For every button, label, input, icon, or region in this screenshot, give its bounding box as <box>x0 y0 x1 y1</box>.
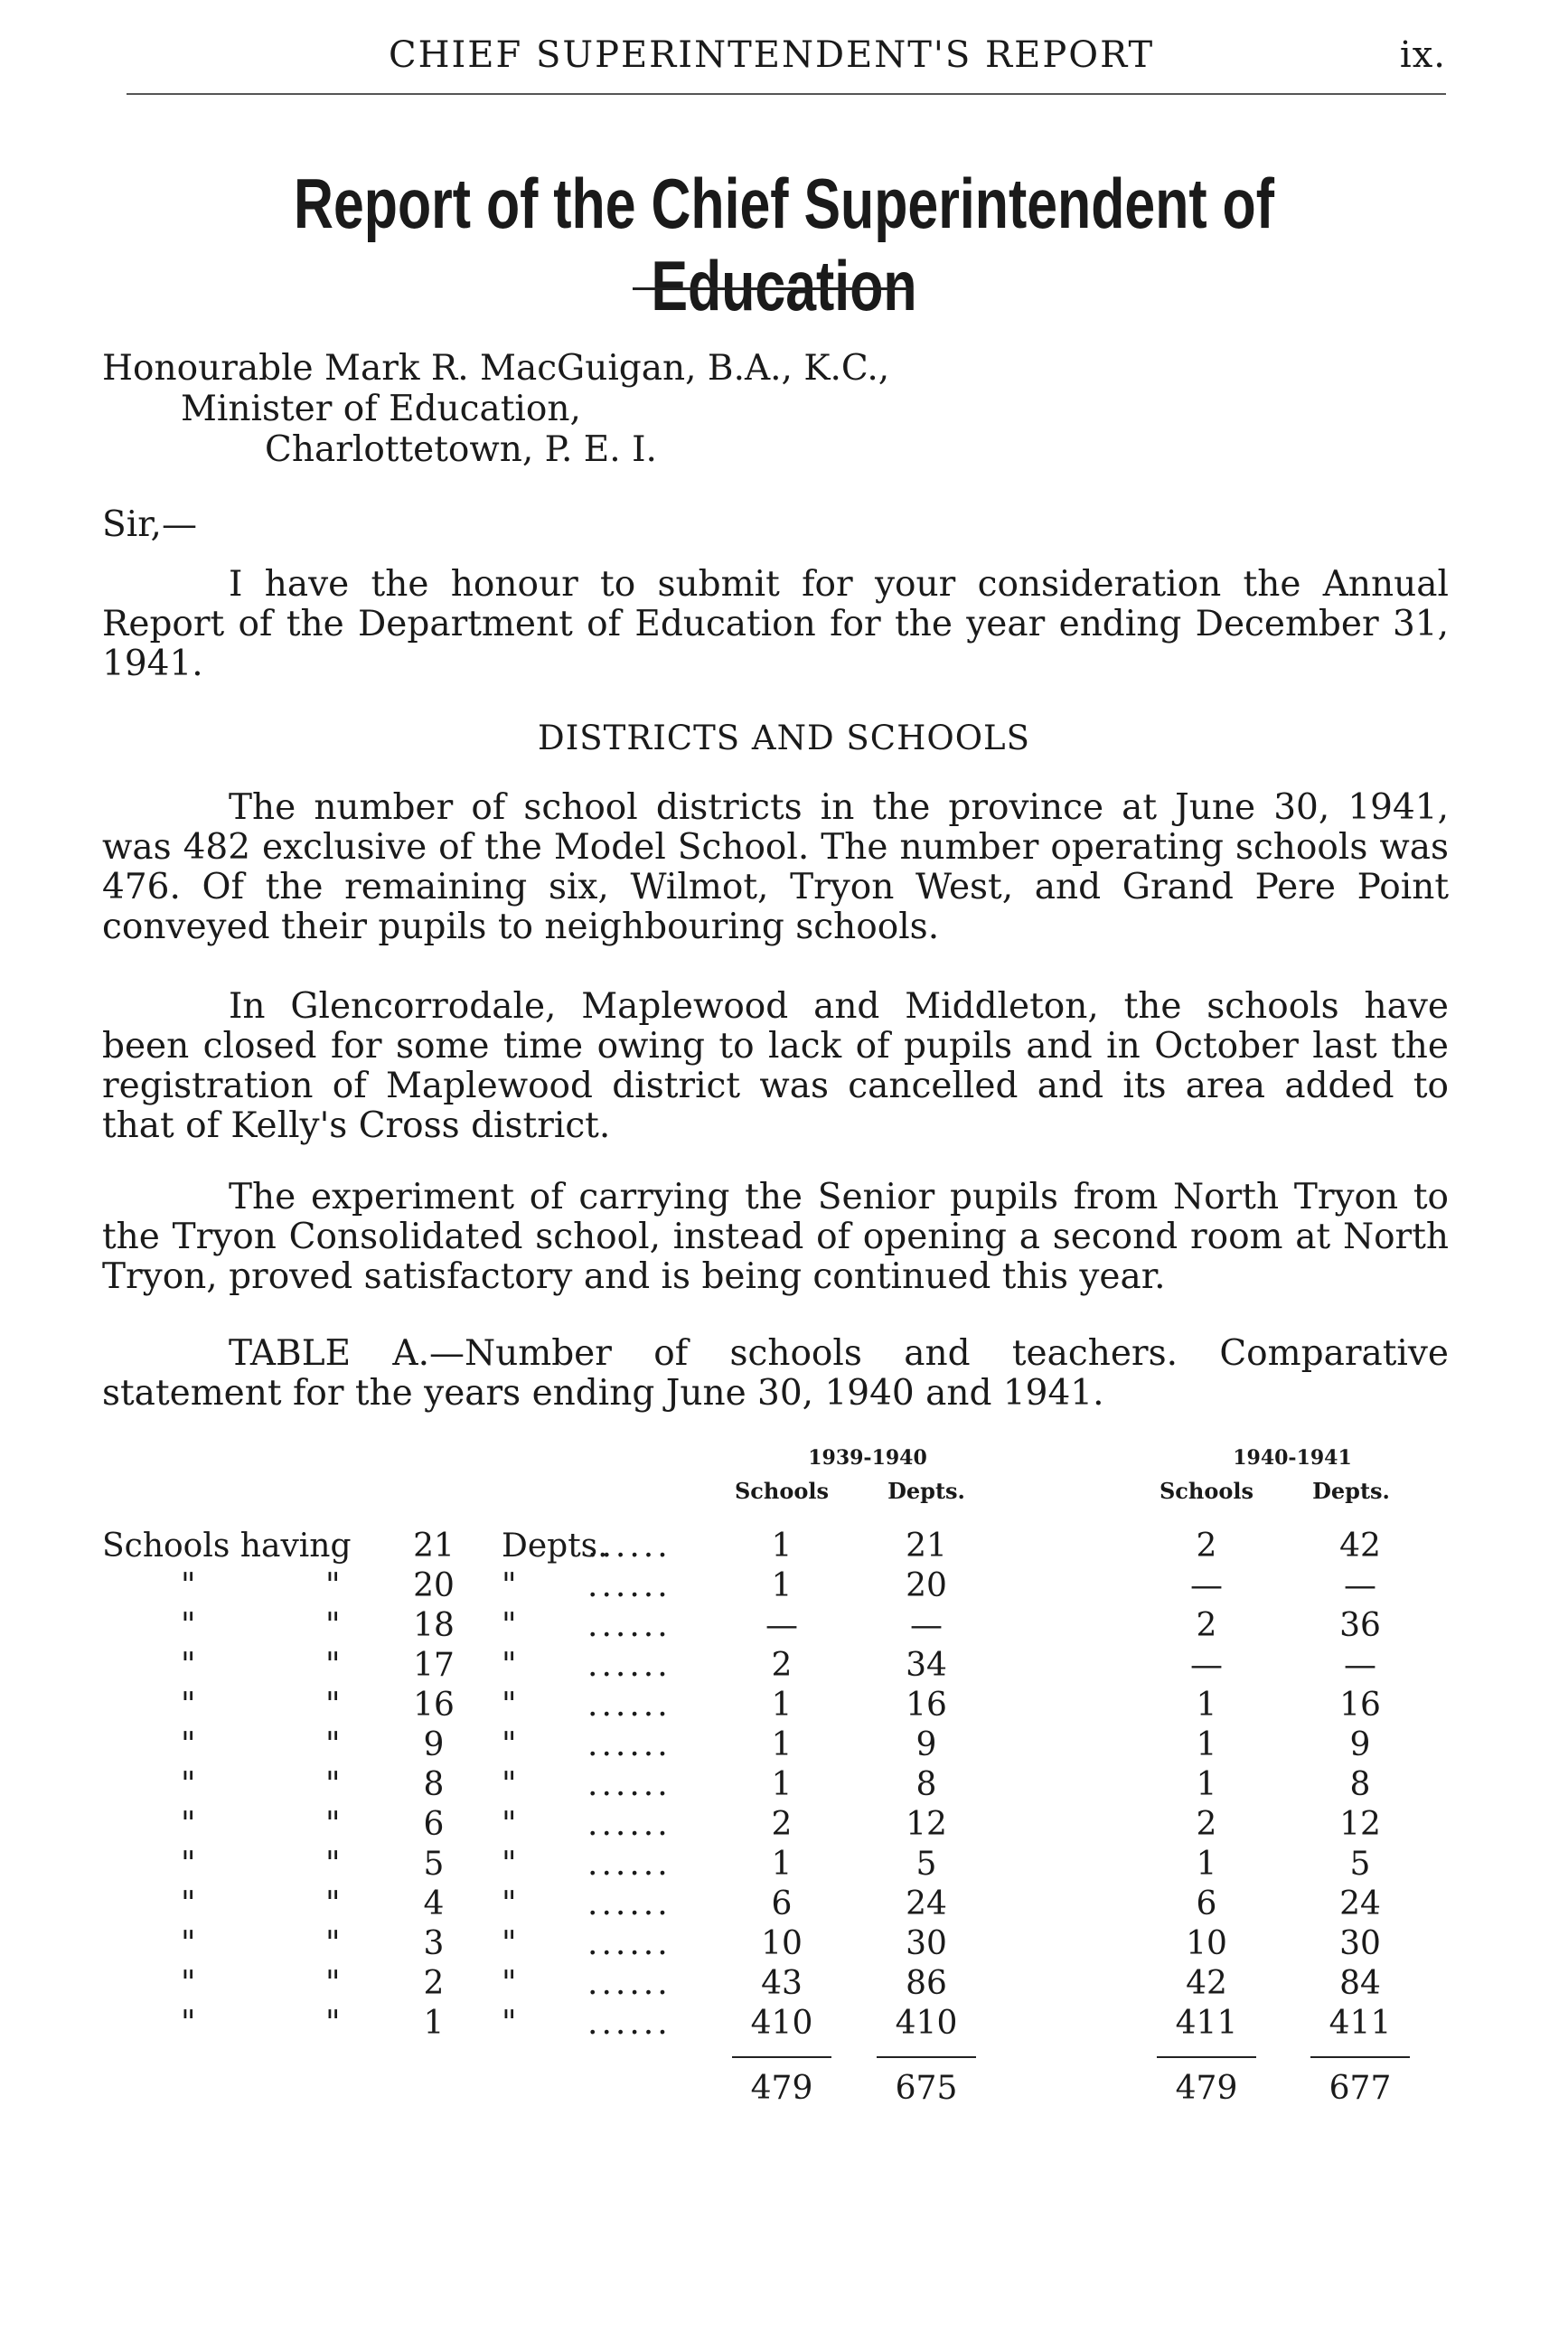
cell-depts-1941: 9 <box>1349 1726 1371 1763</box>
sum-rule <box>1310 2056 1410 2058</box>
cell-depts-1941: 24 <box>1339 1885 1381 1922</box>
leader-dots: ...... <box>587 1567 671 1604</box>
running-head-title: CHIEF SUPERINTENDENT'S REPORT <box>389 34 1155 76</box>
leader-dots: ...... <box>587 1766 671 1803</box>
cell-depts-1940: 16 <box>906 1687 947 1724</box>
table-row <box>0 2005 1568 2044</box>
ditto-mark: " <box>325 1647 341 1684</box>
ditto-mark: " <box>181 1766 196 1803</box>
districts-paragraph: The number of school districts in the province at June 30, 1941, was 482 exclusive of the Model School. The number operating schools was 476. Of the remaining six, Wilmot, Tryon West, and Grand Pere Point conveyed their pupils to neighbouring schools. <box>102 787 1449 947</box>
ditto-mark: " <box>181 1806 196 1843</box>
cell-schools-1940: 1 <box>771 1687 793 1724</box>
row-dept-count: 17 <box>413 1647 455 1684</box>
cell-schools-1940: — <box>765 1607 798 1644</box>
address-line-3: Charlottetown, P. E. I. <box>265 429 657 470</box>
ditto-mark: " <box>181 1925 196 1962</box>
row-dept-count: 21 <box>413 1528 455 1565</box>
table-row <box>0 1687 1568 1726</box>
cell-schools-1940: 1 <box>771 1766 793 1803</box>
ditto-mark: " <box>502 1607 517 1644</box>
leader-dots: ...... <box>587 1846 671 1883</box>
leader-dots: ...... <box>587 1647 671 1684</box>
cell-schools-1941: 1 <box>1196 1726 1217 1763</box>
cell-depts-1941: 16 <box>1339 1687 1381 1724</box>
cell-depts-1940: 5 <box>915 1846 937 1883</box>
salutation: Sir,— <box>102 504 197 545</box>
cell-schools-1941: 2 <box>1196 1806 1217 1843</box>
sum-rule <box>1157 2056 1256 2058</box>
cell-schools-1941: 10 <box>1186 1925 1227 1962</box>
leader-dots: ...... <box>587 1726 671 1763</box>
cell-depts-1940: 9 <box>915 1726 937 1763</box>
cell-depts-1940: 86 <box>906 1965 947 2002</box>
cell-depts-1941: — <box>1344 1567 1376 1604</box>
ditto-mark: " <box>181 1567 196 1604</box>
intro-paragraph: I have the honour to submit for your consideration the Annual Report of the Department of Education for the year ending December 31, 1941. <box>102 564 1449 684</box>
ditto-mark: " <box>325 1607 341 1644</box>
table-row <box>0 1726 1568 1766</box>
cell-depts-1940: 12 <box>906 1806 947 1843</box>
col-header-depts-2: Depts. <box>1312 1478 1390 1504</box>
total-schools-1940: 479 <box>750 2070 813 2107</box>
cell-depts-1941: 8 <box>1349 1766 1371 1803</box>
cell-depts-1940: — <box>910 1607 943 1644</box>
ditto-mark: " <box>502 1766 517 1803</box>
leader-dots: ...... <box>587 1965 671 2002</box>
cell-schools-1940: 2 <box>771 1647 793 1684</box>
table-row <box>0 1528 1568 1567</box>
cell-depts-1941: 411 <box>1329 2005 1392 2042</box>
cell-schools-1940: 6 <box>771 1885 793 1922</box>
ditto-mark: " <box>325 1965 341 2002</box>
cell-depts-1941: 42 <box>1339 1528 1381 1565</box>
experiment-paragraph: The experiment of carrying the Senior pupils from North Tryon to the Tryon Consolidated school, instead of opening a second room at North Tryon, proved satisfactory and is being continued this year. <box>102 1177 1449 1297</box>
ditto-mark: " <box>325 1925 341 1962</box>
leader-dots: ...... <box>587 1607 671 1644</box>
cell-depts-1941: 30 <box>1339 1925 1381 1962</box>
ditto-mark: " <box>181 1965 196 2002</box>
cell-depts-1940: 30 <box>906 1925 947 1962</box>
cell-depts-1940: 34 <box>906 1647 947 1684</box>
row-suffix: Depts. <box>502 1528 608 1565</box>
page-title: Report of the Chief Superintendent of Education <box>294 164 1274 325</box>
cell-schools-1941: 6 <box>1196 1885 1217 1922</box>
row-dept-count: 5 <box>423 1846 445 1883</box>
ditto-mark: " <box>181 1885 196 1922</box>
row-dept-count: 8 <box>423 1766 445 1803</box>
cell-schools-1941: 1 <box>1196 1846 1217 1883</box>
header-rule <box>127 93 1446 95</box>
leader-dots: ...... <box>587 1885 671 1922</box>
row-dept-count: 9 <box>423 1726 445 1763</box>
ditto-mark: " <box>325 1687 341 1724</box>
cell-depts-1940: 410 <box>895 2005 958 2042</box>
table-row <box>0 1647 1568 1687</box>
cell-depts-1941: 84 <box>1339 1965 1381 2002</box>
cell-schools-1940: 1 <box>771 1567 793 1604</box>
ditto-mark: " <box>181 1726 196 1763</box>
cell-depts-1940: 24 <box>906 1885 947 1922</box>
ditto-mark: " <box>325 1846 341 1883</box>
closed-schools-paragraph: In Glencorrodale, Maplewood and Middleton, the schools have been closed for some time owing to lack of pupils and in October last the registration of Maplewood district was cancelled and its area added to that of Kelly's Cross district. <box>102 986 1449 1146</box>
cell-schools-1941: 1 <box>1196 1766 1217 1803</box>
cell-depts-1940: 8 <box>915 1766 937 1803</box>
leader-dots: ...... <box>587 1806 671 1843</box>
ditto-mark: " <box>181 1846 196 1883</box>
cell-schools-1941: 2 <box>1196 1607 1217 1644</box>
title-rule <box>633 287 913 290</box>
ditto-mark: " <box>181 1607 196 1644</box>
ditto-mark: " <box>502 1885 517 1922</box>
ditto-mark: " <box>502 1846 517 1883</box>
address-line-2: Minister of Education, <box>181 389 581 429</box>
sum-rule <box>877 2056 976 2058</box>
total-depts-1941: 677 <box>1329 2070 1392 2107</box>
cell-schools-1940: 2 <box>771 1806 793 1843</box>
year-header-1940-1941: 1940-1941 <box>1233 1446 1352 1470</box>
cell-depts-1941: — <box>1344 1647 1376 1684</box>
ditto-mark: " <box>502 1687 517 1724</box>
cell-schools-1941: 2 <box>1196 1528 1217 1565</box>
ditto-mark: " <box>325 1806 341 1843</box>
table-caption: TABLE A.—Number of schools and teachers. Comparative statement for the years ending June 30, 1940 and 1941. <box>102 1333 1449 1414</box>
ditto-mark: " <box>502 1647 517 1684</box>
cell-schools-1940: 1 <box>771 1528 793 1565</box>
cell-schools-1941: 411 <box>1175 2005 1238 2042</box>
table-row <box>0 1965 1568 2005</box>
cell-schools-1941: — <box>1190 1647 1223 1684</box>
cell-schools-1940: 410 <box>750 2005 813 2042</box>
row-dept-count: 3 <box>423 1925 445 1962</box>
cell-schools-1940: 1 <box>771 1846 793 1883</box>
ditto-mark: " <box>181 1687 196 1724</box>
ditto-mark: " <box>502 1726 517 1763</box>
row-dept-count: 20 <box>413 1567 455 1604</box>
table-row <box>0 1925 1568 1965</box>
cell-schools-1941: 1 <box>1196 1687 1217 1724</box>
table-row <box>0 1846 1568 1885</box>
ditto-mark: " <box>502 1567 517 1604</box>
col-header-schools-1: Schools <box>734 1478 830 1504</box>
col-header-depts-1: Depts. <box>887 1478 965 1504</box>
total-schools-1941: 479 <box>1175 2070 1238 2107</box>
col-header-schools-2: Schools <box>1159 1478 1254 1504</box>
row-dept-count: 6 <box>423 1806 445 1843</box>
leader-dots: ...... <box>587 2005 671 2042</box>
cell-depts-1941: 12 <box>1339 1806 1381 1843</box>
cell-schools-1941: 42 <box>1186 1965 1227 2002</box>
row-label: Schools having <box>102 1528 352 1565</box>
row-dept-count: 1 <box>423 2005 445 2042</box>
cell-schools-1940: 1 <box>771 1726 793 1763</box>
address-line-1: Honourable Mark R. MacGuigan, B.A., K.C., <box>102 348 890 389</box>
sum-rule <box>732 2056 831 2058</box>
row-dept-count: 2 <box>423 1965 445 2002</box>
ditto-mark: " <box>502 1925 517 1962</box>
cell-depts-1941: 36 <box>1339 1607 1381 1644</box>
table-row <box>0 1806 1568 1846</box>
row-dept-count: 18 <box>413 1607 455 1644</box>
table-row <box>0 1885 1568 1925</box>
ditto-mark: " <box>181 2005 196 2042</box>
ditto-mark: " <box>502 1965 517 2002</box>
cell-schools-1940: 10 <box>761 1925 803 1962</box>
totals-row <box>0 2070 1568 2110</box>
ditto-mark: " <box>325 1567 341 1604</box>
ditto-mark: " <box>502 2005 517 2042</box>
cell-depts-1940: 21 <box>906 1528 947 1565</box>
ditto-mark: " <box>502 1806 517 1843</box>
row-dept-count: 16 <box>413 1687 455 1724</box>
ditto-mark: " <box>325 1726 341 1763</box>
year-header-1939-1940: 1939-1940 <box>808 1446 927 1470</box>
cell-depts-1941: 5 <box>1349 1846 1371 1883</box>
ditto-mark: " <box>325 1766 341 1803</box>
cell-schools-1940: 43 <box>761 1965 803 2002</box>
total-depts-1940: 675 <box>895 2070 958 2107</box>
table-row <box>0 1567 1568 1607</box>
cell-schools-1941: — <box>1190 1567 1223 1604</box>
running-head <box>127 34 1446 89</box>
table-row <box>0 1766 1568 1806</box>
ditto-mark: " <box>325 1885 341 1922</box>
table-row <box>0 1607 1568 1647</box>
leader-dots: ...... <box>587 1528 671 1565</box>
page-number: ix. <box>1399 34 1446 76</box>
leader-dots: ...... <box>587 1687 671 1724</box>
cell-depts-1940: 20 <box>906 1567 947 1604</box>
section-heading: DISTRICTS AND SCHOOLS <box>538 719 1030 757</box>
ditto-mark: " <box>325 2005 341 2042</box>
row-dept-count: 4 <box>423 1885 445 1922</box>
leader-dots: ...... <box>587 1925 671 1962</box>
ditto-mark: " <box>181 1647 196 1684</box>
